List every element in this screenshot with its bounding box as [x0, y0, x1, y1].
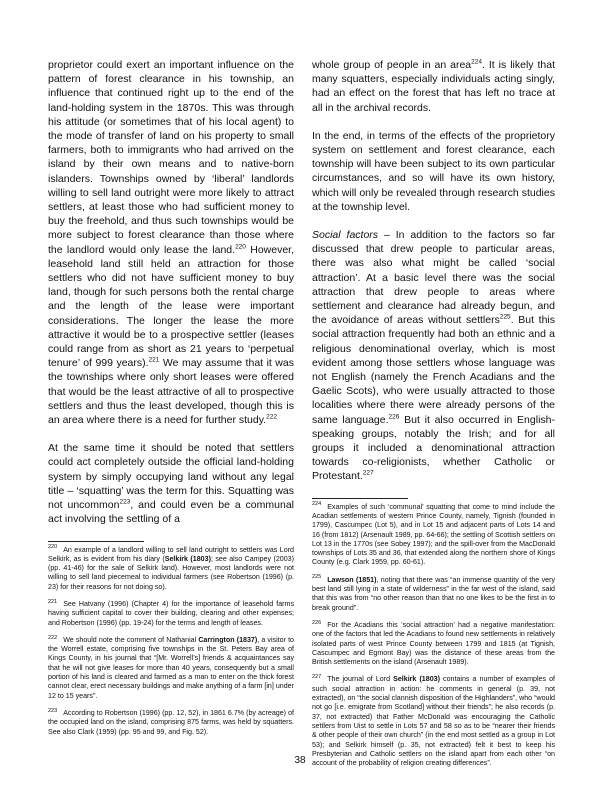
citation: Lawson (1851) — [327, 575, 377, 584]
citation: Carrington (1837) — [198, 635, 258, 644]
section-run-in-heading: Social factors — [312, 229, 379, 242]
body-paragraph — [48, 58, 294, 427]
footnote-ref: 224 — [471, 58, 483, 66]
paragraph-text: But it also occurred in English-speaking groups, notably the Irish; and for all groups it included a denominational attraction towards co-religionists, whether Catholic or Protestant. — [312, 413, 555, 483]
footnote-separator — [312, 498, 408, 499]
footnote-221 — [48, 600, 294, 628]
body-paragraph — [312, 129, 555, 214]
citation: Selkirk (1803) — [393, 675, 440, 684]
paragraph-text: , and could even be a communal act involving the settling of a — [48, 499, 294, 526]
paragraph-text: – In addition to the factors so far discussed that drew people to particular areas, there was also what might be called ‘social attraction’. At a basic level there was the social attraction that drew people to areas where settlement and clearance had already begun, and the avoidance of areas without settlers — [312, 229, 555, 327]
footnote-number: 226 — [312, 619, 322, 626]
footnote-text: Examples of such ‘communal’ squatting that come to mind include the Acadian settlements of western Prince County, namely, Tignish (founded in 1799), Cascumpec (Lot 5), and in Lot 15 and adjacent parts of Lots 14 and 16 (from 1812) (Arsenault 1989, pp. 64-66); the settling of Scottish settlers on Lot 13 in the 1770s (see Sobey 1997); and the spill-over from the MacDonald townships of Lots 35 and 36, that extended along the northern shore of Kings County (e.g. Clark 1959, pp. 60-61). — [312, 502, 555, 567]
body-paragraph — [48, 441, 294, 526]
footnote-ref: 226 — [388, 413, 400, 421]
paragraph-text: proprietor could exert an important influence on the pattern of forest clearance in his township, an influence that continued right up to the end of the land-holding system in the 1870s. This was through his attitude (or sometimes that of his local agent) to the mode of transfer of land on his property to small farmers, both to immigrants who had arrived on the island by their own means and to native-born islanders. Townships owned by ‘liberal’ landlords willing to sell land outright were more likely to attract settlers, at least those who had sufficient money to buy the freehold, and thus such townships would be more subject to forest clearance than those where the landlord would only lease the land. — [48, 59, 294, 256]
body-paragraph — [312, 58, 555, 115]
paragraph-text: We may assume that it was the townships where only short leases were offered that would be the least attractive of all to prospective settlers and thus the least developed, though this is an area where there is a need for further study. — [48, 357, 294, 427]
body-paragraph — [312, 228, 555, 484]
footnote-text: , noting that there was “an immense quantity of the very best land still lying in a state of wilderness” in the far west of the island, said that this was from “no other reason than that no one likes to be the first in to break ground”. — [312, 575, 555, 612]
footnote-number: 225 — [312, 574, 322, 581]
footnote-ref: 225 — [499, 313, 511, 321]
footnote-number: 223 — [48, 707, 58, 714]
footnote-text: An example of a landlord willing to sell land outright to settlers was Lord Selkirk, as is evident from his diary ( — [48, 545, 294, 563]
footnote-text: For the Acadians this ‘social attraction’ had a negative manifestation: one of the factors that led the Acadians to found new settlements in relatively isolated parts of west Prince County between 1799 and 1815 (at Tignish, Cascumpec and Egmont Bay) was the distance of these areas from the British settlements on the island (Arsenault 1989). — [312, 620, 555, 667]
footnote-text: The journal of Lord — [327, 675, 394, 684]
citation: Selkirk (1803) — [164, 554, 211, 563]
footnote-223 — [48, 709, 294, 737]
footnote-text: ; see also Campey (2003) (pp. 41-46) for the sale of Selkirk land). However, most landlords were not willing to sell land piecemeal to individual farmers (see Robertson (1996) (p. 23) for their reasons for not doing so). — [48, 554, 294, 591]
left-column — [48, 58, 294, 745]
footnote-226 — [312, 621, 555, 667]
footnote-text: , a visitor to the Worrell estate, comprising five townships in the St. Peters Bay area of Kings County, in his journal that “[Mr. Worrell’s] friends & acquaintances say that he will not give leases for more than 40 years, consequently but a small portion of his land is cleared and farmed as a man to enter on the thick forest cannot clear, erect necessary buildings and make anything of a farm [in] under 12 to 15 years”. — [48, 635, 294, 700]
footnote-ref: 221 — [148, 356, 160, 364]
page-number: 38 — [294, 755, 306, 766]
footnote-number: 227 — [312, 674, 322, 681]
paragraph-text: . But this social attraction frequently had both an ethnic and a religious denominational overlay, which is most evident among those settlers whose language was not English (namely the French Acadians and the Gaelic Scots), who were usually attracted to those localities where there were already persons of the same language. — [312, 314, 555, 426]
paragraph-text: whole group of people in an area — [312, 59, 472, 71]
footnote-ref: 223 — [119, 498, 131, 506]
footnote-number: 222 — [48, 634, 58, 641]
footnote-number: 221 — [48, 598, 58, 605]
footnote-ref: 220 — [235, 243, 246, 251]
paragraph-text: However, leasehold land still held an attraction for those settlers who did not have sufficient money to buy land, though for such persons both the rental charge and the length of the lease were important considerations. The longer the lease the more attractive it would be to a prospective settler (leases could range from as short as 21 years to ‘perpetual tenure’ of 999 years). — [48, 243, 295, 370]
footnote-text: See Hatvany (1996) (Chapter 4) for the importance of leasehold farms having sufficient capital to cover their building, clearing and other expenses; and Robertson (1996) (pp. 19-24) for the terms and length of leases. — [48, 599, 294, 627]
paragraph-text: . It is likely that many squatters, especially individuals acting singly, had an effect on the forest that has left no trace at all in the archival records. — [312, 59, 556, 114]
footnote-number: 224 — [312, 501, 322, 508]
footnote-ref: 227 — [362, 469, 374, 477]
right-column — [312, 58, 555, 776]
paragraph-text: At the same time it should be noted that settlers could act completely outside the official land-holding system by simply occupying land without any legal title – ‘squatting’ was the term for this. Squatting was not uncommon — [48, 442, 294, 512]
footnote-separator — [48, 541, 144, 542]
footnote-text: contains a number of examples of such social attraction in action: he comments in general (p. 39, not extracted), on “the social clannish disposition of the Highlanders”, who “would not go [i.e. emigrate from Scotland] without their friends”; he also records (p. 37, not extracted) that Father McDonald was encouraging the Catholic settlers from Uist to settle in Lots 57 and 58 so as to be “nearer their friends & other people of their own church” (in the end most settled as a group in Lot 53); and Selkirk himself (p. 35, not extracted) felt it best to keep his Presbyterian and Catholic settlers on the island apart from each other “on account of the probability of religion creating differences”. — [312, 675, 556, 768]
footnote-number: 220 — [48, 544, 58, 551]
footnote-224 — [312, 503, 555, 568]
paragraph-text: In the end, in terms of the effects of the proprietory system on settlement and forest clearance, each township will have been subject to its own particular circumstances, and so will have its own history, which will only be revealed through research studies at the township level. — [312, 129, 555, 213]
footnote-220 — [48, 546, 294, 592]
footnote-222 — [48, 636, 294, 701]
footnote-ref: 222 — [266, 413, 277, 421]
footnote-text: According to Robertson (1996) (pp. 12, 52), in 1861 6.7% (by acreage) of the occupied land on the island, comprising 875 farms, was held by squatters. See also Clark (1959) (pp. 95 and 99, and Fig. 52). — [48, 708, 294, 736]
footnote-text: We should note the comment of Nathanial — [63, 635, 199, 644]
footnote-225 — [312, 576, 555, 613]
